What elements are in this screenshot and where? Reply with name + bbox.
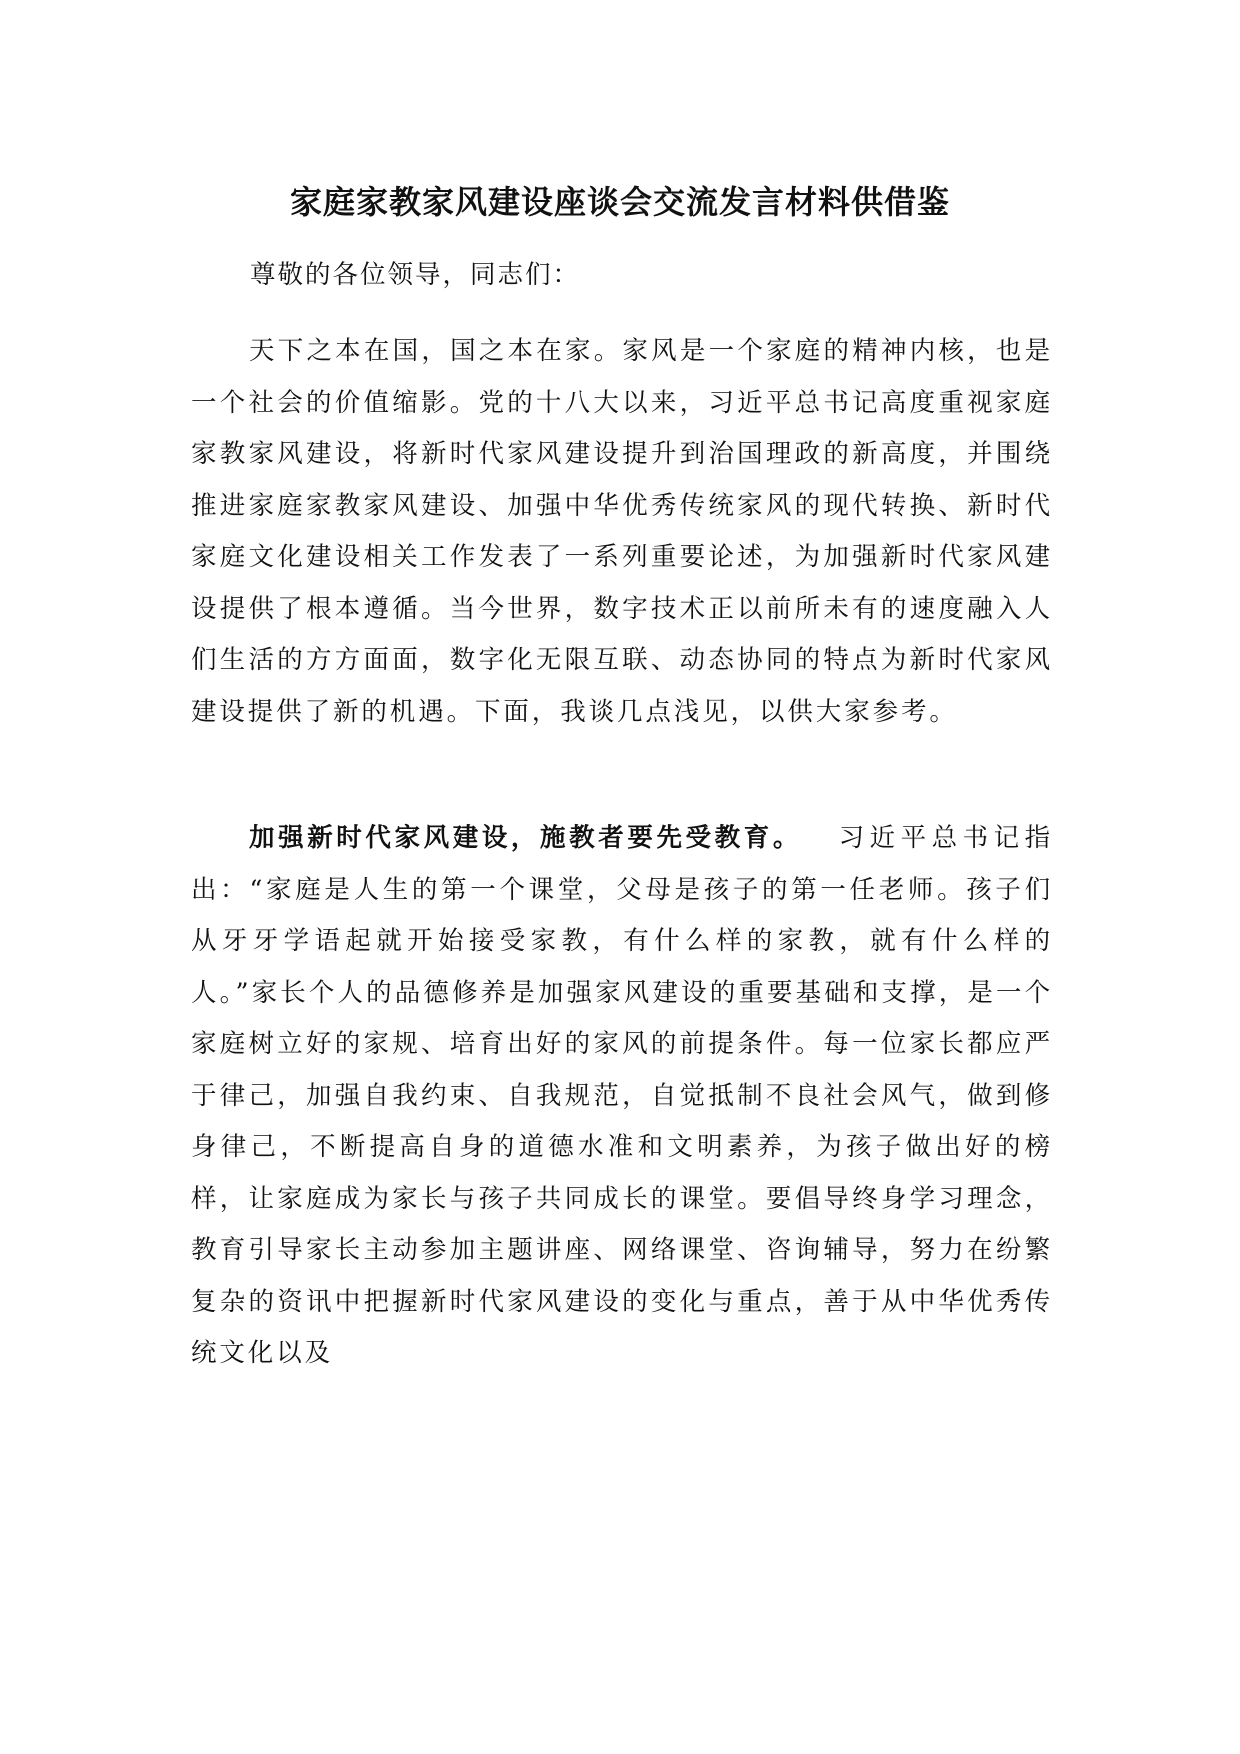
paragraph-intro-text: 天下之本在国，国之本在家。家风是一个家庭的精神内核，也是一个社会的价值缩影。党的十八大以来，习近平总书记高度重视家庭家教家风建设，将新时代家风建设提升到治国理政的新高度，并围绕推进家庭家教家风建设、加强中华优秀传统家风的现代转换、新时代家庭文化建设相关工作发表了一系列重要论述，为加强新时代家风建设提供了根本遵循。当今世界，数字技术正以前所未有的速度融入人们生活的方方面面，数字化无限互联、动态协同的特点为新时代家风建设提供了新的机遇。下面，我谈几点浅见，以供大家参考。 — [191, 336, 1053, 727]
salutation: 尊敬的各位领导，同志们： — [250, 260, 581, 290]
paragraph-intro — [191, 326, 1053, 738]
section-heading: 加强新时代家风建设，施教者要先受教育。 — [249, 823, 802, 853]
document-title: 家庭家教家风建设座谈会交流发言材料供借鉴 — [289, 183, 950, 221]
paragraph-section-1 — [191, 813, 1053, 1380]
paragraph-section-1-text: 习近平总书记指出：“家庭是人生的第一个课堂，父母是孩子的第一任老师。孩子们从牙牙学语起就开始接受家教，有什么样的家教，就有什么样的人。”家长个人的品德修养是加强家风建设的重要基础和支撑，是一个家庭树立好的家规、培育出好的家风的前提条件。每一位家长都应严于律己，加强自我约束、自我规范，自觉抵制不良社会风气，做到修身律己，不断提高自身的道德水准和文明素养，为孩子做出好的榜样，让家庭成为家长与孩子共同成长的课堂。要倡导终身学习理念，教育引导家长主动参加主题讲座、网络课堂、咨询辅导，努力在纷繁复杂的资讯中把握新时代家风建设的变化与重点，善于从中华优秀传统文化以及 — [191, 823, 1053, 1368]
